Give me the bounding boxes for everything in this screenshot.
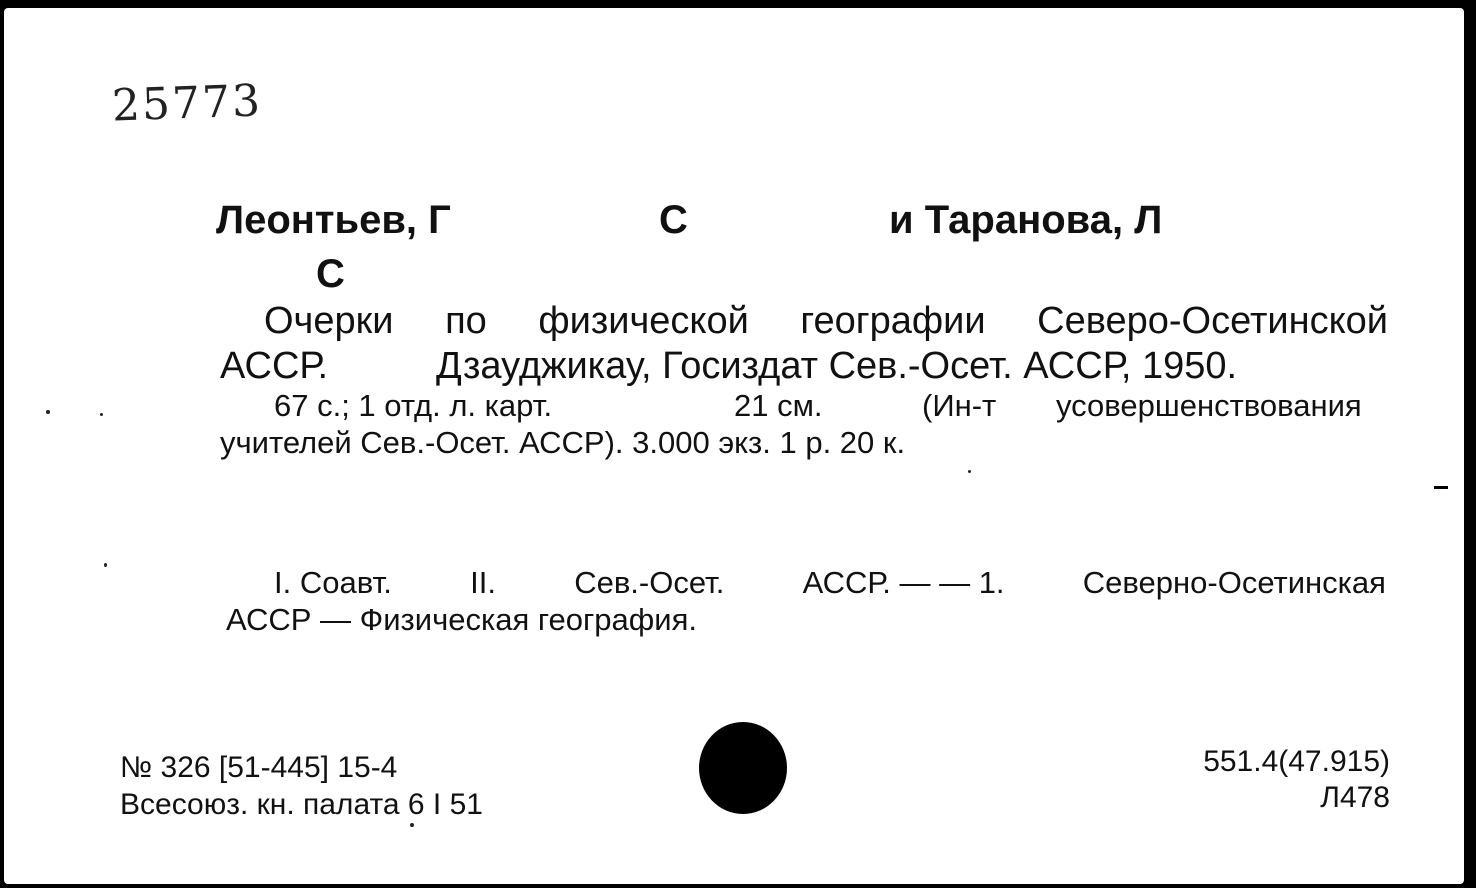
tracing-line-2: АССР — Физическая география.	[226, 602, 697, 637]
speck	[100, 413, 103, 416]
tracing-item: I. Соавт.	[274, 565, 392, 600]
title-word: физической	[538, 300, 749, 342]
author-initial-second: С	[316, 252, 345, 296]
title-line-2a: АССР.	[220, 345, 329, 387]
physical-description-line-2: учителей Сев.-Осет. АССР). 3.000 экз. 1 р. 20 к.	[220, 425, 906, 460]
speck	[410, 823, 414, 827]
cutter-number: Л478	[1320, 781, 1390, 814]
physical-description-c: (Ин-т	[922, 388, 997, 423]
physical-description-a: 67 с.; 1 отд. л. карт.	[274, 388, 553, 423]
title-word: географии	[800, 300, 986, 342]
title-word: Северо-Осетинской	[1037, 300, 1388, 342]
classification-number: 551.4(47.915)	[1203, 745, 1390, 778]
tracing-line-1	[274, 565, 1386, 601]
speck	[46, 410, 50, 414]
title-word: по	[445, 300, 487, 342]
author-initial-mid: С	[659, 198, 688, 242]
coauthor: и Таранова, Л	[889, 198, 1163, 242]
physical-description-b: 21 см.	[734, 388, 823, 423]
record-number: № 326 [51-445] 15-4	[120, 751, 398, 784]
tracing-item: II.	[470, 565, 496, 600]
handwritten-accession-number: 25773	[111, 75, 263, 132]
catalog-card	[4, 8, 1464, 884]
title-word: Очерки	[264, 300, 394, 342]
speck	[968, 470, 971, 473]
book-chamber-line: Всесоюз. кн. палата 6 I 51	[120, 788, 483, 821]
edge-mark	[1434, 486, 1448, 489]
tracing-item: Сев.-Осет.	[574, 565, 725, 600]
punch-hole	[699, 722, 787, 814]
physical-description-d: усовершенствования	[1056, 388, 1362, 423]
title-line-2b: Дзауджикау, Госиздат Сев.-Осет. АССР, 1950.	[436, 345, 1238, 387]
tracing-item: АССР. — — 1.	[802, 565, 1005, 600]
author-surname: Леонтьев, Г	[216, 198, 451, 242]
tracing-item: Северно-Осетинская	[1082, 565, 1386, 600]
speck	[104, 563, 107, 567]
title-line-1	[264, 300, 1388, 343]
